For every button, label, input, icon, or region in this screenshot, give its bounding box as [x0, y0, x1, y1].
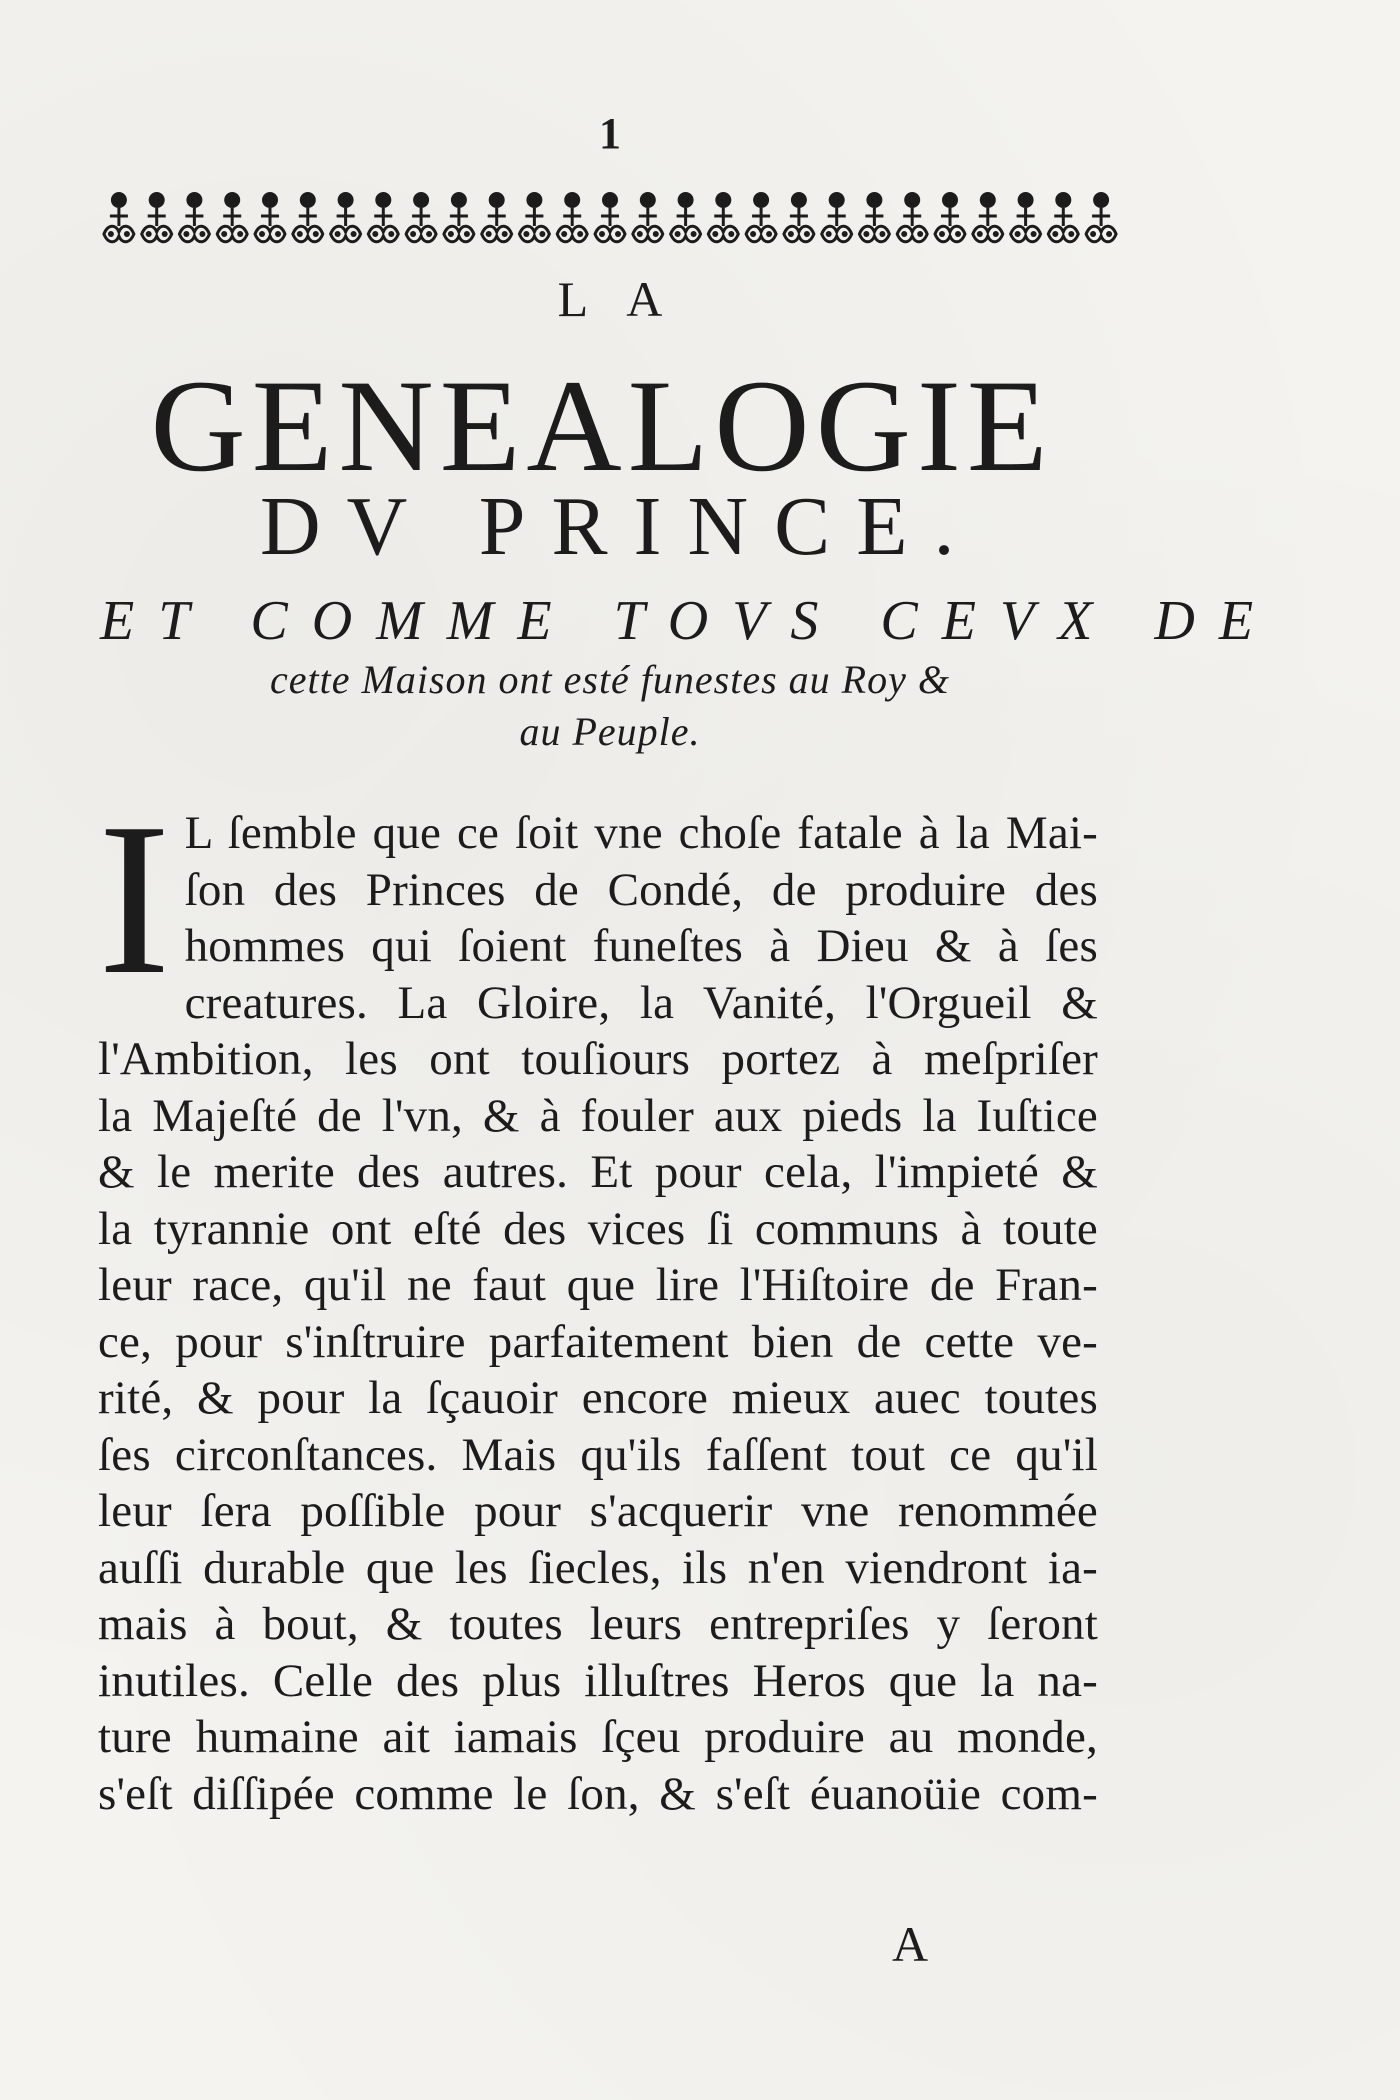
body-line: inutiles. Celle des plus illuſtres Heros que la na-: [98, 1654, 1098, 1707]
fleuron-ornament: [406, 192, 436, 242]
fleuron-ornament: [973, 192, 1003, 242]
body-line: ſes circonſtances. Mais qu'ils faſſent tout ce qu'il: [98, 1428, 1098, 1481]
body-line: mais à bout, & toutes leurs entrepriſes y ſeront: [98, 1598, 1098, 1650]
fleuron-ornament: [368, 192, 398, 242]
body-line: hommes qui ſoient funeſtes à Dieu & à ſes: [184, 920, 1098, 972]
fleuron-ornament: [519, 192, 549, 242]
body-line: auſſi durable que les ſiecles, ils n'en viendront ia-: [98, 1541, 1098, 1594]
ornamental-header-band: [100, 178, 1120, 258]
body-line: rité, & pour la ſçauoir encore mieux auec toutes: [98, 1372, 1098, 1424]
fleuron-ornament: [179, 192, 209, 242]
subtitle-caps: ET COMME TOVS CEVX DE: [100, 590, 1278, 652]
fleuron-ornament: [859, 192, 889, 242]
fleuron-ornament: [1011, 192, 1041, 242]
page-number: 1: [599, 109, 621, 158]
fleuron-ornament: [444, 192, 474, 242]
fleuron-ornament: [708, 192, 738, 242]
fleuron-ornament: [897, 192, 927, 242]
fleuron-ornament: [1086, 192, 1116, 242]
body-line: L ſemble que ce ſoit vne choſe fatale à la Mai-: [184, 807, 1098, 859]
body-line: ſon des Princes de Condé, de produire des: [184, 863, 1098, 916]
body-line: leur ſera poſſible pour s'acquerir vne renommée: [98, 1485, 1098, 1537]
fleuron-ornament: [557, 192, 587, 242]
body-line: leur race, qu'il ne faut que lire l'Hiſtoire de Fran-: [98, 1259, 1098, 1311]
subtitle-line-3: au Peuple.: [519, 709, 701, 754]
title-main: GENEALOGIE: [150, 352, 1054, 499]
fleuron-ornament: [784, 192, 814, 242]
body-line: ce, pour s'inſtruire parfaitement bien de cette ve-: [98, 1315, 1098, 1368]
fleuron-ornament: [217, 192, 247, 242]
title-du-prince: DV PRINCE.: [260, 480, 981, 573]
drop-cap: I: [98, 779, 171, 1020]
body-text: [98, 779, 1098, 1822]
fleuron-ornament: [331, 192, 361, 242]
fleuron-ornament: [595, 192, 625, 242]
subtitle: [100, 588, 1278, 758]
body-line: & le merite des autres. Et pour cela, l'impieté &: [98, 1146, 1098, 1198]
body-line: l'Ambition, les ont touſiours portez à meſpriſer: [98, 1033, 1098, 1085]
body-line: creatures. La Gloire, la Vanité, l'Orgueil &: [184, 976, 1098, 1029]
body-line: ture humaine ait iamais ſçeu produire au monde,: [98, 1711, 1098, 1763]
fleuron-ornament: [1048, 192, 1078, 242]
title-la: LA: [557, 271, 701, 327]
fleuron-ornament: [255, 192, 285, 242]
fleuron-ornament: [671, 192, 701, 242]
fleuron-ornament: [633, 192, 663, 242]
fleuron-ornament: [104, 192, 134, 242]
fleuron-ornament: [746, 192, 776, 242]
body-line: s'eſt diſſipée comme le ſon, & s'eſt éuanoüie com-: [98, 1767, 1098, 1820]
fleuron-ornament: [482, 192, 512, 242]
fleuron-ornament: [142, 192, 172, 242]
body-line: la Majeſté de l'vn, & à fouler aux pieds la Iuſtice: [98, 1089, 1098, 1142]
fleuron-ornament: [293, 192, 323, 242]
fleuron-ornament: [822, 192, 852, 242]
fleuron-ornament: [935, 192, 965, 242]
subtitle-line-2: cette Maison ont esté funestes au Roy &: [270, 657, 950, 702]
catchword: A: [891, 1916, 929, 1972]
body-line: la tyrannie ont eſté des vices ſi communs à toute: [98, 1202, 1098, 1255]
